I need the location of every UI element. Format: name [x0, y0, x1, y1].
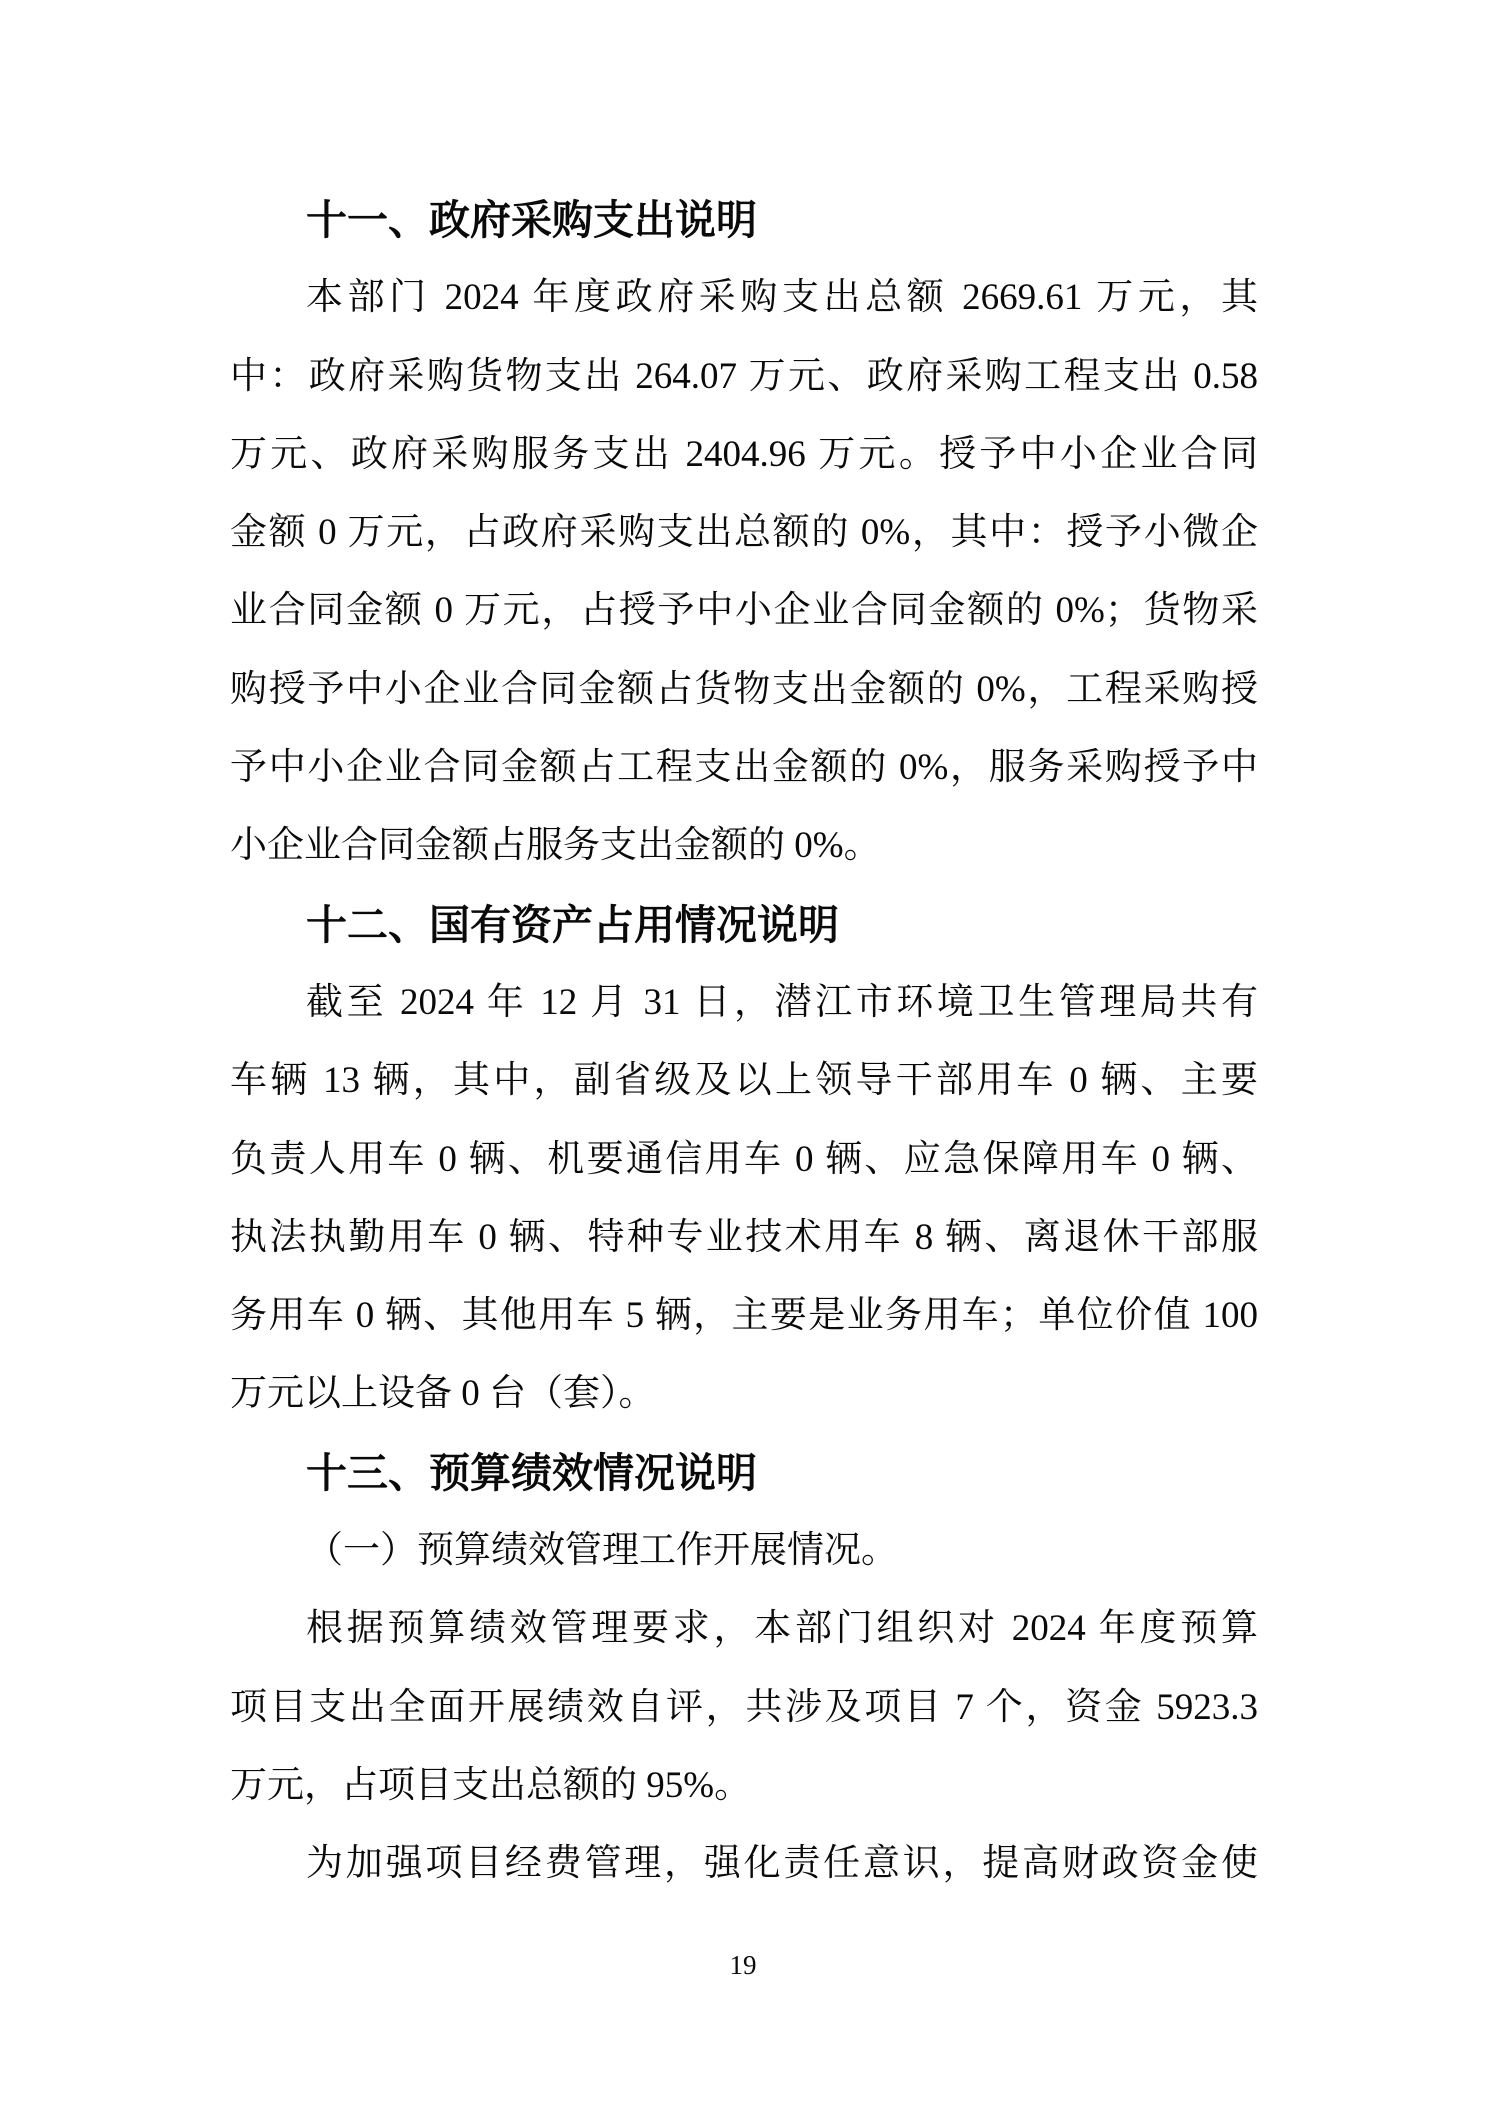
section-heading-13: 十三、预算绩效情况说明: [306, 1448, 757, 1497]
body-line: 购授予中小企业合同金额占货物支出金额的 0%，工程采购授: [230, 668, 1258, 710]
body-line: 根据预算绩效管理要求，本部门组织对 2024 年度预算: [306, 1608, 1258, 1650]
body-line: 负责人用车 0 辆、机要通信用车 0 辆、应急保障用车 0 辆、: [230, 1138, 1258, 1180]
body-line: 项目支出全面开展绩效自评，共涉及项目 7 个，资金 5923.3: [230, 1686, 1258, 1728]
section-heading-12: 十二、国有资产占用情况说明: [306, 900, 839, 949]
body-line: 截至 2024 年 12 月 31 日，潜江市环境卫生管理局共有: [306, 981, 1258, 1023]
body-line: 务用车 0 辆、其他用车 5 辆，主要是业务用车；单位价值 100: [230, 1295, 1258, 1337]
body-line: 万元以上设备 0 台（套）。: [230, 1373, 656, 1415]
body-line: 为加强项目经费管理，强化责任意识，提高财政资金使: [306, 1843, 1258, 1885]
body-line: 执法执勤用车 0 辆、特种专业技术用车 8 辆、离退休干部服: [230, 1216, 1258, 1258]
page-number: 19: [729, 1950, 757, 1980]
sub-heading: （一）预算绩效管理工作开展情况。: [306, 1530, 898, 1572]
document-body: [230, 181, 1258, 1904]
body-line: 业合同金额 0 万元，占授予中小企业合同金额的 0%；货物采: [230, 590, 1258, 632]
body-line: 万元、政府采购服务支出 2404.96 万元。授予中小企业合同: [230, 433, 1258, 475]
body-line: 万元，占项目支出总额的 95%。: [230, 1764, 752, 1806]
body-line: 予中小企业合同金额占工程支出金额的 0%，服务采购授予中: [230, 747, 1258, 789]
body-line: 小企业合同金额占服务支出金额的 0%。: [230, 825, 881, 867]
body-line: 中：政府采购货物支出 264.07 万元、政府采购工程支出 0.58: [230, 355, 1258, 397]
section-heading-11: 十一、政府采购支出说明: [306, 196, 757, 244]
body-line: 本部门 2024 年度政府采购支出总额 2669.61 万元，其: [306, 277, 1258, 319]
body-line: 金额 0 万元，占政府采购支出总额的 0%，其中：授予小微企: [230, 512, 1258, 554]
body-line: 车辆 13 辆，其中，副省级及以上领导干部用车 0 辆、主要: [230, 1060, 1258, 1102]
